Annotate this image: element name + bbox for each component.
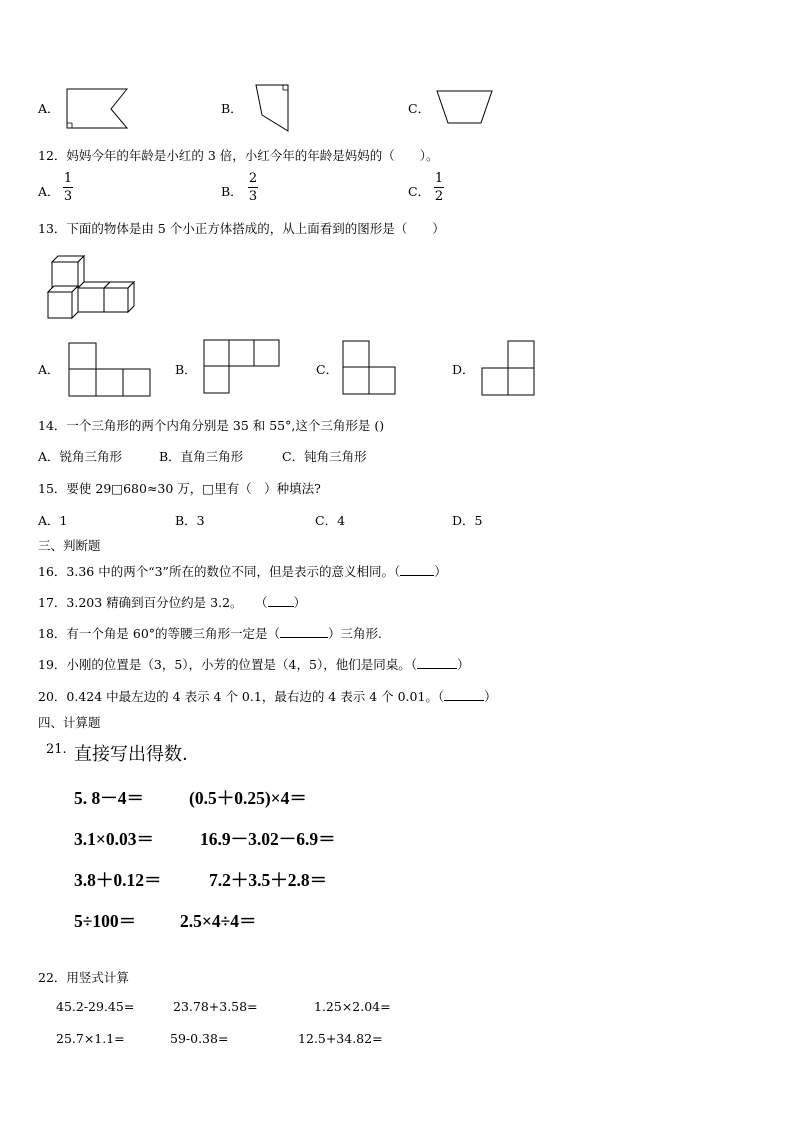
denominator: 3 bbox=[248, 189, 258, 204]
q13-text: 13．下面的物体是由 5 个小正方体搭成的，从上面看到的图形是（ ） bbox=[38, 221, 445, 236]
judge-text: 17．3.203 精确到百分位约是 3.2。 （ bbox=[38, 595, 268, 610]
answer-blank[interactable] bbox=[444, 700, 484, 701]
answer-blank[interactable] bbox=[268, 606, 294, 607]
judge-item-19 bbox=[38, 655, 469, 673]
q21-number: 21. bbox=[46, 742, 67, 757]
judge-end: ） bbox=[293, 595, 307, 610]
q15-option-c: C．4 bbox=[315, 513, 346, 528]
cube-stack-icon bbox=[44, 254, 138, 320]
q15-option-a: A．1 bbox=[38, 513, 68, 528]
q13-option-c-letter: C． bbox=[316, 362, 339, 377]
calc-item: 3.1×0.03＝ bbox=[74, 829, 154, 849]
judge-text: 18．有一个角是 60°的等腰三角形一定是（ bbox=[38, 626, 281, 641]
q15-option-d: D．5 bbox=[452, 513, 483, 528]
judge-end: ）三角形. bbox=[328, 626, 383, 641]
q12-option-b-fraction bbox=[248, 171, 258, 204]
answer-blank[interactable] bbox=[417, 668, 457, 669]
q15-option-b: B．3 bbox=[175, 513, 205, 528]
calc-item: 5÷100＝ bbox=[74, 911, 137, 931]
section-judge-heading: 三、判断题 bbox=[38, 538, 101, 553]
top-view-shape-b bbox=[203, 339, 281, 395]
q21-title: 直接写出得数. bbox=[74, 744, 188, 765]
judge-item-18 bbox=[38, 624, 382, 642]
top-view-shape-a bbox=[68, 342, 152, 398]
vertical-calc-item: 23.78+3.58= bbox=[173, 999, 258, 1014]
judge-item-20 bbox=[38, 687, 497, 705]
calc-item: 5. 8－4＝ bbox=[74, 788, 144, 808]
judge-text: 16．3.36 中的两个“3”所在的数位不同，但是表示的意义相同。（ bbox=[38, 564, 401, 579]
top-view-shape-c bbox=[342, 340, 398, 396]
judge-end: ） bbox=[434, 564, 447, 579]
judge-item-16 bbox=[38, 562, 447, 580]
q12-text: 12．妈妈今年的年龄是小红的 3 倍，小红今年的年龄是妈妈的（ ）。 bbox=[38, 148, 439, 163]
top-view-shape-d bbox=[481, 340, 537, 396]
q11-option-c-letter: C． bbox=[408, 101, 431, 116]
vertical-calc-item: 12.5+34.82= bbox=[298, 1031, 383, 1046]
right-trapezoid-icon bbox=[254, 84, 290, 134]
numerator: 2 bbox=[248, 171, 258, 186]
calc-item: 16.9－3.02－6.9＝ bbox=[200, 829, 336, 849]
q14-option-a: A．锐角三角形 bbox=[38, 449, 123, 464]
q14-option-c: C．钝角三角形 bbox=[282, 449, 367, 464]
vertical-calc-item: 25.7×1.1= bbox=[56, 1031, 125, 1046]
q15-text: 15．要使 29□680≈30 万，□里有（ ）种填法? bbox=[38, 481, 321, 496]
calc-item: 2.5×4÷4＝ bbox=[180, 911, 257, 931]
q12-option-a-fraction bbox=[63, 171, 73, 204]
calc-item: 3.8＋0.12＝ bbox=[74, 870, 162, 890]
vertical-calc-item: 59-0.38= bbox=[170, 1031, 229, 1046]
judge-end: ） bbox=[484, 689, 497, 704]
denominator: 3 bbox=[63, 189, 73, 204]
q22-title: 22．用竖式计算 bbox=[38, 970, 129, 985]
section-calc-heading: 四、计算题 bbox=[38, 715, 101, 730]
judge-end: ） bbox=[456, 657, 470, 672]
q11-option-b-letter: B． bbox=[221, 101, 243, 116]
q12-option-b-letter: B． bbox=[221, 184, 243, 199]
answer-blank[interactable] bbox=[400, 575, 434, 576]
q14-text: 14．一个三角形的两个内角分别是 35 和 55°,这个三角形是 () bbox=[38, 418, 385, 433]
calc-item: (0.5＋0.25)×4＝ bbox=[189, 788, 307, 808]
calc-item: 7.2＋3.5＋2.8＝ bbox=[209, 870, 328, 890]
q13-option-b-letter: B． bbox=[175, 362, 197, 377]
judge-item-17 bbox=[38, 593, 306, 611]
vertical-calc-item: 45.2-29.45= bbox=[56, 999, 135, 1014]
q12-option-a-letter: A． bbox=[38, 184, 60, 199]
trapezoid-icon bbox=[436, 90, 494, 126]
vertical-calc-item: 1.25×2.04= bbox=[314, 999, 391, 1014]
numerator: 1 bbox=[434, 171, 444, 186]
q14-option-b: B．直角三角形 bbox=[159, 449, 244, 464]
q12-option-c-letter: C． bbox=[408, 184, 431, 199]
denominator: 2 bbox=[434, 189, 444, 204]
q13-option-a-letter: A． bbox=[38, 362, 60, 377]
answer-blank[interactable] bbox=[280, 637, 328, 638]
judge-text: 19．小刚的位置是（3，5），小芳的位置是（4，5），他们是同桌。（ bbox=[38, 657, 417, 672]
flag-pentagon-icon bbox=[66, 88, 130, 130]
q11-option-a-letter: A． bbox=[38, 101, 60, 116]
numerator: 1 bbox=[63, 171, 73, 186]
judge-text: 20．0.424 中最左边的 4 表示 4 个 0.1，最右边的 4 表示 4 个 0.01。（ bbox=[38, 689, 445, 704]
q13-option-d-letter: D． bbox=[452, 362, 475, 377]
q12-option-c-fraction bbox=[434, 171, 444, 204]
